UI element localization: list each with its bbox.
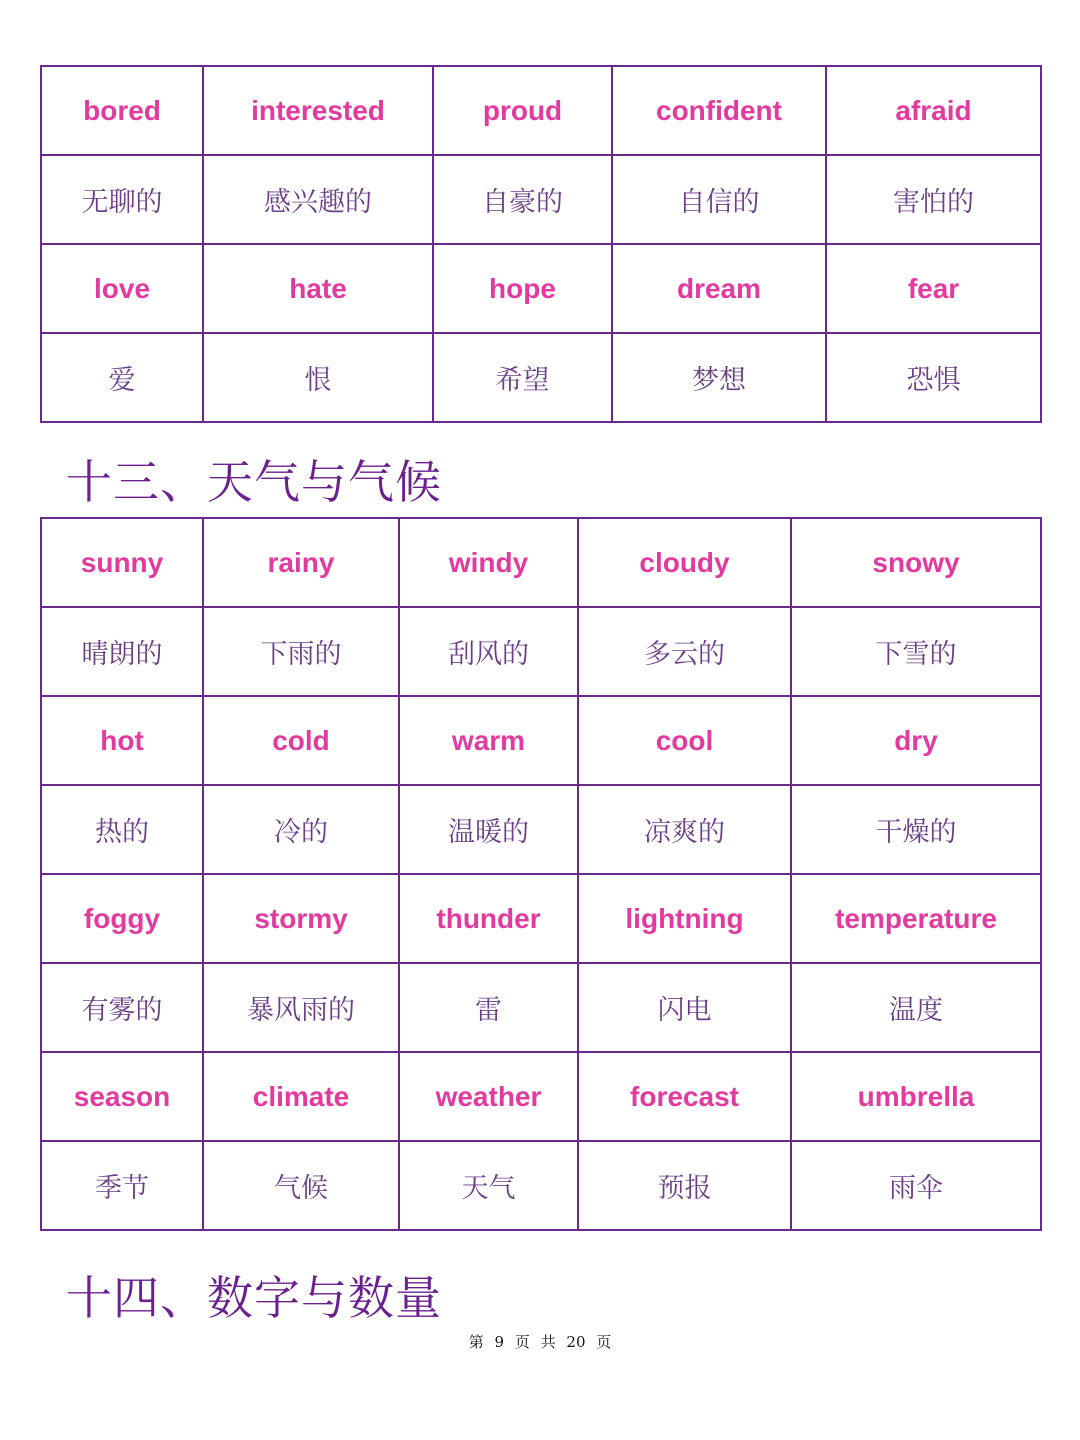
weather-vocab-table	[40, 517, 1042, 1231]
footer-suffix: 页	[596, 1333, 612, 1351]
chinese-meaning-cell: 害怕的	[826, 155, 1041, 244]
english-word-row	[41, 874, 1041, 963]
chinese-meaning-row	[41, 155, 1041, 244]
english-word-row	[41, 1052, 1041, 1141]
chinese-meaning-cell: 气候	[203, 1141, 399, 1230]
chinese-meaning-cell: 干燥的	[791, 785, 1041, 874]
english-word-cell: forecast	[578, 1052, 791, 1141]
chinese-meaning-cell: 预报	[578, 1141, 791, 1230]
chinese-meaning-cell: 季节	[41, 1141, 203, 1230]
english-word-cell: sunny	[41, 518, 203, 607]
chinese-meaning-cell: 梦想	[612, 333, 826, 422]
english-word-cell: rainy	[203, 518, 399, 607]
english-word-cell: thunder	[399, 874, 578, 963]
english-word-cell: fear	[826, 244, 1041, 333]
chinese-meaning-cell: 雷	[399, 963, 578, 1052]
english-word-cell: love	[41, 244, 203, 333]
chinese-meaning-cell: 爱	[41, 333, 203, 422]
english-word-cell: hate	[203, 244, 433, 333]
english-word-cell: stormy	[203, 874, 399, 963]
chinese-meaning-row	[41, 963, 1041, 1052]
chinese-meaning-cell: 有雾的	[41, 963, 203, 1052]
english-word-cell: foggy	[41, 874, 203, 963]
chinese-meaning-cell: 暴风雨的	[203, 963, 399, 1052]
english-word-cell: cool	[578, 696, 791, 785]
chinese-meaning-cell: 晴朗的	[41, 607, 203, 696]
chinese-meaning-cell: 下雨的	[203, 607, 399, 696]
footer-prefix: 第	[468, 1333, 484, 1351]
chinese-meaning-cell: 闪电	[578, 963, 791, 1052]
english-word-cell: umbrella	[791, 1052, 1041, 1141]
chinese-meaning-cell: 雨伞	[791, 1141, 1041, 1230]
chinese-meaning-cell: 下雪的	[791, 607, 1041, 696]
english-word-cell: hot	[41, 696, 203, 785]
english-word-cell: afraid	[826, 66, 1041, 155]
chinese-meaning-cell: 刮风的	[399, 607, 578, 696]
chinese-meaning-cell: 天气	[399, 1141, 578, 1230]
english-word-cell: confident	[612, 66, 826, 155]
chinese-meaning-cell: 自信的	[612, 155, 826, 244]
chinese-meaning-cell: 冷的	[203, 785, 399, 874]
section-title-weather: 十三、天气与气候	[66, 455, 442, 509]
page-footer	[0, 1331, 1080, 1352]
english-word-cell: bored	[41, 66, 203, 155]
chinese-meaning-cell: 凉爽的	[578, 785, 791, 874]
english-word-cell: season	[41, 1052, 203, 1141]
english-word-cell: snowy	[791, 518, 1041, 607]
chinese-meaning-cell: 希望	[433, 333, 612, 422]
english-word-cell: hope	[433, 244, 612, 333]
section-title-numbers: 十四、数字与数量	[66, 1271, 442, 1325]
english-word-cell: windy	[399, 518, 578, 607]
footer-page-word: 页	[514, 1333, 530, 1351]
footer-total-word: 共	[540, 1333, 556, 1351]
chinese-meaning-row	[41, 607, 1041, 696]
english-word-row	[41, 244, 1041, 333]
chinese-meaning-cell: 感兴趣的	[203, 155, 433, 244]
chinese-meaning-row	[41, 1141, 1041, 1230]
english-word-cell: dry	[791, 696, 1041, 785]
english-word-cell: warm	[399, 696, 578, 785]
emotions-vocab-body	[41, 66, 1041, 422]
english-word-cell: temperature	[791, 874, 1041, 963]
chinese-meaning-cell: 自豪的	[433, 155, 612, 244]
chinese-meaning-row	[41, 333, 1041, 422]
english-word-cell: weather	[399, 1052, 578, 1141]
english-word-row	[41, 518, 1041, 607]
english-word-cell: interested	[203, 66, 433, 155]
english-word-cell: proud	[433, 66, 612, 155]
english-word-row	[41, 66, 1041, 155]
english-word-cell: cold	[203, 696, 399, 785]
english-word-cell: dream	[612, 244, 826, 333]
english-word-row	[41, 696, 1041, 785]
chinese-meaning-cell: 恨	[203, 333, 433, 422]
chinese-meaning-cell: 温度	[791, 963, 1041, 1052]
chinese-meaning-cell: 多云的	[578, 607, 791, 696]
footer-total-pages: 20	[566, 1333, 586, 1351]
english-word-cell: cloudy	[578, 518, 791, 607]
chinese-meaning-cell: 热的	[41, 785, 203, 874]
footer-page-number: 9	[494, 1333, 505, 1351]
chinese-meaning-cell: 无聊的	[41, 155, 203, 244]
english-word-cell: lightning	[578, 874, 791, 963]
chinese-meaning-cell: 温暖的	[399, 785, 578, 874]
weather-vocab-body	[41, 518, 1041, 1230]
english-word-cell: climate	[203, 1052, 399, 1141]
emotions-vocab-table	[40, 65, 1042, 423]
chinese-meaning-cell: 恐惧	[826, 333, 1041, 422]
chinese-meaning-row	[41, 785, 1041, 874]
